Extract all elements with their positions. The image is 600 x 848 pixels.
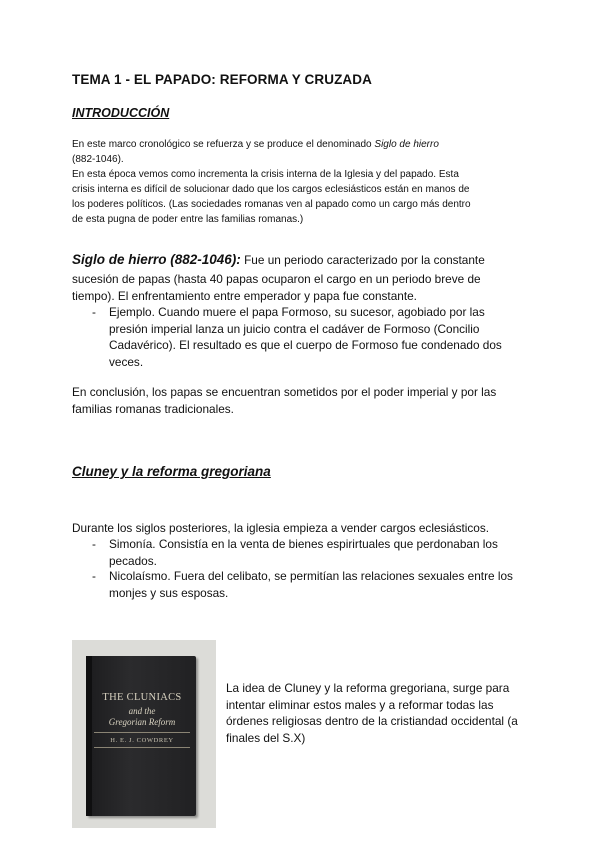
siglo-line-2: sucesión de papas (hasta 40 papas ocuparon el cargo en un periodo breve de [72,272,481,286]
siglo-line-1-text: Fue un periodo caracterizado por la constante [240,253,485,267]
intro-line-1-text: En este marco cronológico se refuerza y se produce el denominado [72,139,375,150]
siglo-bullet-line-1: Ejemplo. Cuando muere el papa Formoso, su sucesor, agobiado por las [109,305,485,319]
cluney-side-line-2: intentar eliminar estos males y a reformar todas las [226,698,494,712]
intro-line-6: de esta pugna de poder entre las familias romanas.) [72,214,304,225]
cluney-side-line-4: finales del S.X) [226,731,306,745]
book-title-line-3: Gregorian Reform [108,717,176,727]
conclusion-line-2: familias romanas tradicionales. [72,402,234,416]
cluney-side-line-3: órdenes religiosas dentro de la cristiandad occidental (a [226,714,518,728]
book-title-line-1: THE CLUNIACS [102,692,182,703]
book-rule [94,732,190,733]
intro-line-3: En esta época vemos como incrementa la crisis interna de la Iglesia y del papado. Esta [72,169,459,180]
book-cover-image [72,640,216,828]
siglo-bullet-line-4: veces. [109,355,144,369]
book-spine [86,656,92,816]
intro-line-1 [72,137,439,152]
nicolaismo-line-1: Nicolaísmo. Fuera del celibato, se permitían las relaciones sexuales entre los [109,569,513,583]
nicolaismo-line-2: monjes y sus esposas. [109,586,229,600]
siglo-bullet-line-2: presión imperial lanza un juicio contra el cadáver de Formoso (Concilio [109,322,480,336]
siglo-line-3: tiempo). El enfrentamiento entre emperador y papa fue constante. [72,289,417,303]
intro-line-5: los poderes políticos. (Las sociedades romanas ven al papado como un cargo más dentro [72,199,471,210]
siglo-line-1 [72,252,485,269]
cluney-heading: Cluney y la reforma gregoriana [72,464,271,479]
cluney-intro: Durante los siglos posteriores, la iglesia empieza a vender cargos eclesiásticos. [72,521,490,535]
book-rule [94,747,190,748]
document-title: TEMA 1 - EL PAPADO: REFORMA Y CRUZADA [72,72,372,87]
bullet-dash: - [92,569,96,583]
intro-line-2: (882-1046). [72,154,124,165]
conclusion-line-1: En conclusión, los papas se encuentran sometidos por el poder imperial y por las [72,385,497,399]
simonia-line-2: pecados. [109,554,157,568]
cluney-side-line-1: La idea de Cluney y la reforma gregoriana, surge para [226,681,510,695]
simonia-line-1: Simonía. Consistía en la venta de bienes espirirtuales que perdonaban los [109,537,498,551]
siglo-hierro-italic: Siglo de hierro [374,139,439,150]
bullet-dash: - [92,537,96,551]
intro-line-4: crisis interna es difícil de solucionar dado que los cargos eclesiásticos están en manos de [72,184,470,195]
book-cover [86,656,196,816]
siglo-heading: Siglo de hierro (882-1046): [72,252,241,267]
book-author: H. E. J. COWDREY [110,737,174,744]
bullet-dash: - [92,305,96,319]
siglo-bullet-line-3: Cadavérico). El resultado es que el cuerpo de Formoso fue condenado dos [109,338,502,352]
book-title-line-2: and the [128,706,156,716]
intro-heading: INTRODUCCIÓN [72,106,170,120]
